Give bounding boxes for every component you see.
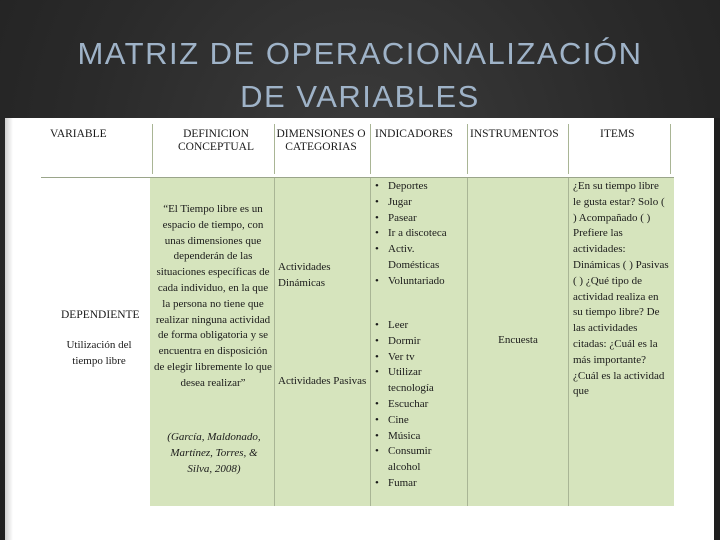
column-divider <box>370 178 371 506</box>
header-divider <box>152 124 153 174</box>
definition-citation: (García, Maldonado, Martínez, Torres, & Silva, 2008) <box>167 431 261 475</box>
header-divider <box>568 124 569 174</box>
list-item: • Pasear <box>372 211 466 227</box>
list-item: • Deportes <box>372 179 466 195</box>
list-item: • Fumar <box>372 476 466 492</box>
indicators-passive-list <box>372 318 466 492</box>
title-line-2: DE VARIABLES <box>240 79 480 114</box>
header-items: ITEMS <box>600 128 635 140</box>
header-dimensiones: DIMENSIONES O CATEGORIAS <box>276 128 366 153</box>
list-item: • Consumir alcohol <box>372 444 466 476</box>
indicators-dynamic-list <box>372 179 466 290</box>
page-edge-shadow <box>5 118 13 540</box>
header-indicadores: INDICADORES <box>375 128 453 140</box>
list-item: • Escuchar <box>372 397 466 413</box>
list-item: • Utilizar tecnología <box>372 365 466 397</box>
list-item: • Leer <box>372 318 466 334</box>
header-instrumentos: INSTRUMENTOS <box>470 128 559 140</box>
header-divider <box>274 124 275 174</box>
items-text: ¿En su tiempo libre le gusta estar? Solo ( ) Acompañado ( ) Prefiere las actividades: Dinámicas ( ) Pasivas ( ) ¿Qué tipo de actividad realiza en su tiempo libre? De las actividades citadas: ¿Cuál es la más importante? ¿Cuál es la actividad que <box>573 180 669 398</box>
slide-edge <box>714 118 720 540</box>
operationalization-table <box>5 118 720 540</box>
list-item: • Cine <box>372 413 466 429</box>
dimension-dynamic: Actividades Dinámicas <box>278 261 331 289</box>
header-divider <box>670 124 671 174</box>
title-line-1: MATRIZ DE OPERACIONALIZACIÓN <box>77 36 643 71</box>
slide-title <box>0 32 720 118</box>
header-divider <box>370 124 371 174</box>
variable-type: DEPENDIENTE <box>61 309 140 321</box>
list-item: • Voluntariado <box>372 274 466 290</box>
header-definicion: DEFINICION CONCEPTUAL <box>177 128 255 153</box>
instrument-text: Encuesta <box>498 334 538 346</box>
list-item: • Música <box>372 429 466 445</box>
column-divider <box>274 178 275 506</box>
list-item: • Activ. Domésticas <box>372 242 466 274</box>
dimension-passive: Actividades Pasivas <box>278 375 367 387</box>
definition-text: “El Tiempo libre es un espacio de tiempo, con unas dimensiones que dependerán de las situaciones específicas de cada individuo, en la que la persona no tiene que realizar ninguna actividad de forma obligatoria y se encuentra en disposición de elegir libremente lo que desea realizar” <box>154 203 272 389</box>
list-item: • Dormir <box>372 334 466 350</box>
list-item: • Ir a discoteca <box>372 226 466 242</box>
list-item: • Jugar <box>372 195 466 211</box>
header-variable: VARIABLE <box>50 128 107 140</box>
column-divider <box>568 178 569 506</box>
header-divider <box>467 124 468 174</box>
variable-name: Utilización del tiempo libre <box>66 339 132 367</box>
list-item: • Ver tv <box>372 350 466 366</box>
